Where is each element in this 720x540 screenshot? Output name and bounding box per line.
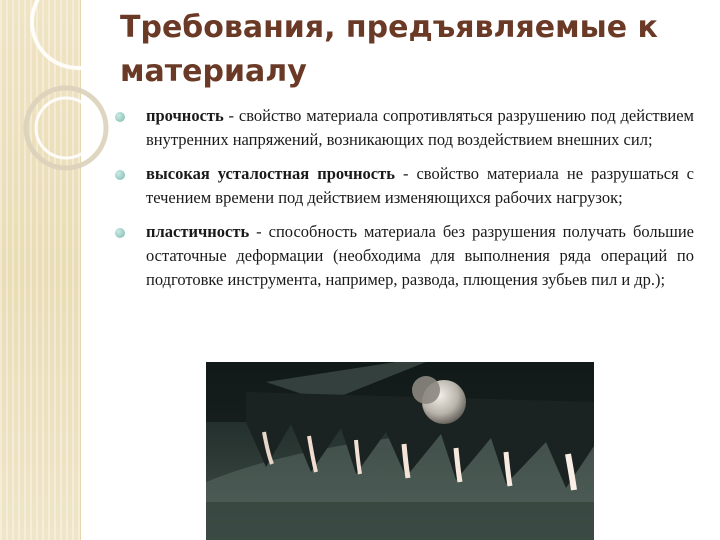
bullet-term: прочность	[146, 106, 224, 125]
bullet-text	[146, 220, 694, 292]
bullet-text	[146, 104, 694, 152]
bullet-item-strength	[112, 104, 694, 152]
slide-title: Требования, предъявляемые к материалу	[120, 10, 658, 89]
bullet-text	[146, 162, 694, 210]
bullet-separator: -	[223, 106, 239, 125]
saw-teeth-illustration	[206, 362, 594, 540]
bullet-item-plasticity	[112, 220, 694, 292]
saw-teeth-photo	[206, 362, 594, 540]
bullet-term: высокая усталостная прочность	[146, 164, 395, 183]
bullet-definition: способность материала без разрушения получать большие остаточные деформации (необходима для выполнения ряда операций по подготовке инструмента, например, развода, плющения зубьев пил и др.);	[146, 222, 694, 289]
bullet-definition: свойство материала сопротивляться разрушению под действием внутренних напряжений, возникающих под воздействием внешних сил;	[146, 106, 694, 149]
bullet-list	[112, 104, 694, 302]
bullet-dot-icon	[115, 170, 125, 180]
bullet-definition: свойство материала не разрушаться с течением времени под действием изменяющихся рабочих нагрузок;	[146, 164, 694, 207]
bullet-dot-icon	[115, 228, 125, 238]
decorative-circles	[0, 0, 110, 200]
bullet-dot-icon	[115, 112, 125, 122]
bullet-separator: -	[394, 164, 417, 183]
bullet-separator: -	[249, 222, 269, 241]
bullet-item-fatigue-strength	[112, 162, 694, 210]
bullet-term: пластичность	[146, 222, 250, 241]
